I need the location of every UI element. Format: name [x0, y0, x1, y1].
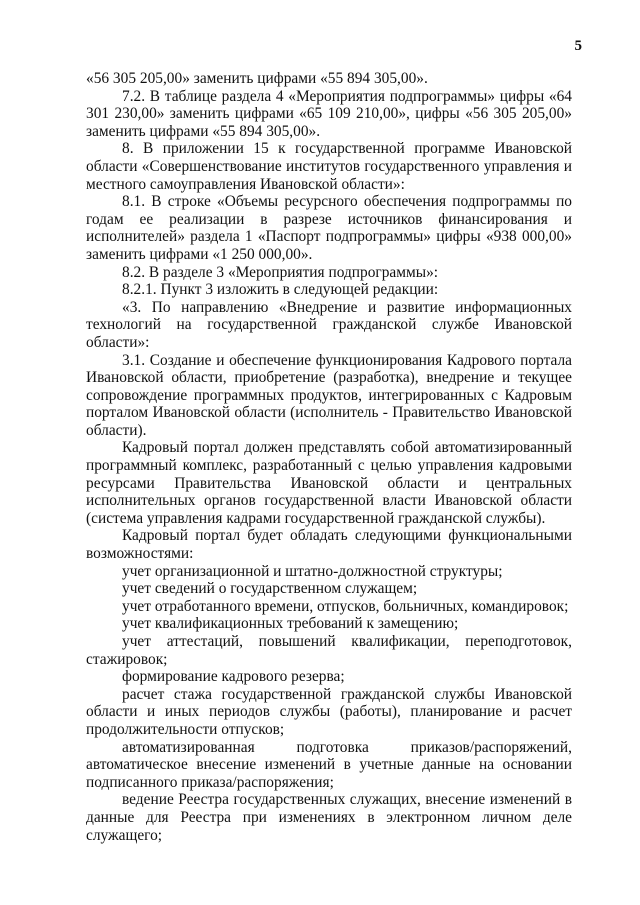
paragraph: Кадровый портал должен представлять собой автоматизированный программный комплекс, разработанный с целью управления кадровыми ресурсами Правительства Ивановской области и центральных исполнительных органов государственной власти Ивановской области (система управления кадрами государственной гражданской службы). — [86, 439, 572, 527]
document-body — [86, 70, 572, 844]
paragraph: «3. По направлению «Внедрение и развитие информационных технологий на государственной гражданской службе Ивановской области»: — [86, 298, 572, 351]
paragraph: Кадровый портал будет обладать следующими функциональными возможностями: — [86, 527, 572, 563]
paragraph: 3.1. Создание и обеспечение функционирования Кадрового портала Ивановской области, приобретение (разработка), внедрение и текущее сопровождение программных продуктов, интегрированных с Кадровым порталом Ивановской области (исполнитель - Правительство Ивановской области). — [86, 351, 572, 439]
paragraph: 8. В приложении 15 к государственной программе Ивановской области «Совершенствование институтов государственного управления и местного самоуправления Ивановской области»: — [86, 140, 572, 193]
list-item: ведение Реестра государственных служащих, внесение изменений в данные для Реестра при изменениях в электронном личном деле служащего; — [86, 791, 572, 844]
paragraph: 8.2. В разделе 3 «Мероприятия подпрограммы»: — [122, 263, 439, 281]
list-item: учет организационной и штатно-должностной структуры; — [122, 562, 503, 580]
list-item: расчет стажа государственной гражданской службы Ивановской области и иных периодов службы (работы), планирование и расчет продолжительности отпусков; — [86, 685, 572, 738]
paragraph: 8.2.1. Пункт 3 изложить в следующей редакции: — [122, 281, 439, 299]
list-item: учет отработанного времени, отпусков, больничных, командировок; — [122, 597, 569, 615]
paragraph: 8.1. В строке «Объемы ресурсного обеспечения подпрограммы по годам ее реализации в разрезе источников финансирования и исполнителей» раздела 1 «Паспорт подпрограммы» цифры «938 000,00» заменить цифрами «1 250 000,00». — [86, 193, 572, 263]
list-item: учет сведений о государственном служащем; — [122, 580, 418, 598]
list-item: учет аттестаций, повышений квалификации, переподготовок, стажировок; — [86, 633, 572, 668]
list-item: формирование кадрового резерва; — [122, 668, 345, 686]
list-item: учет квалификационных требований к замещению; — [122, 615, 459, 633]
paragraph: «56 305 205,00» заменить цифрами «55 894 305,00». — [86, 70, 428, 87]
paragraph: 7.2. В таблице раздела 4 «Мероприятия подпрограммы» цифры «64 301 230,00» заменить цифрами «65 109 210,00», цифры «56 305 205,00» заменить цифрами «55 894 305,00». — [86, 87, 572, 140]
page-number: 5 — [574, 38, 582, 54]
list-item: автоматизированная подготовка приказов/распоряжений, автоматическое внесение изменений в учетные данные на основании подписанного приказа/распоряжения; — [86, 738, 572, 791]
